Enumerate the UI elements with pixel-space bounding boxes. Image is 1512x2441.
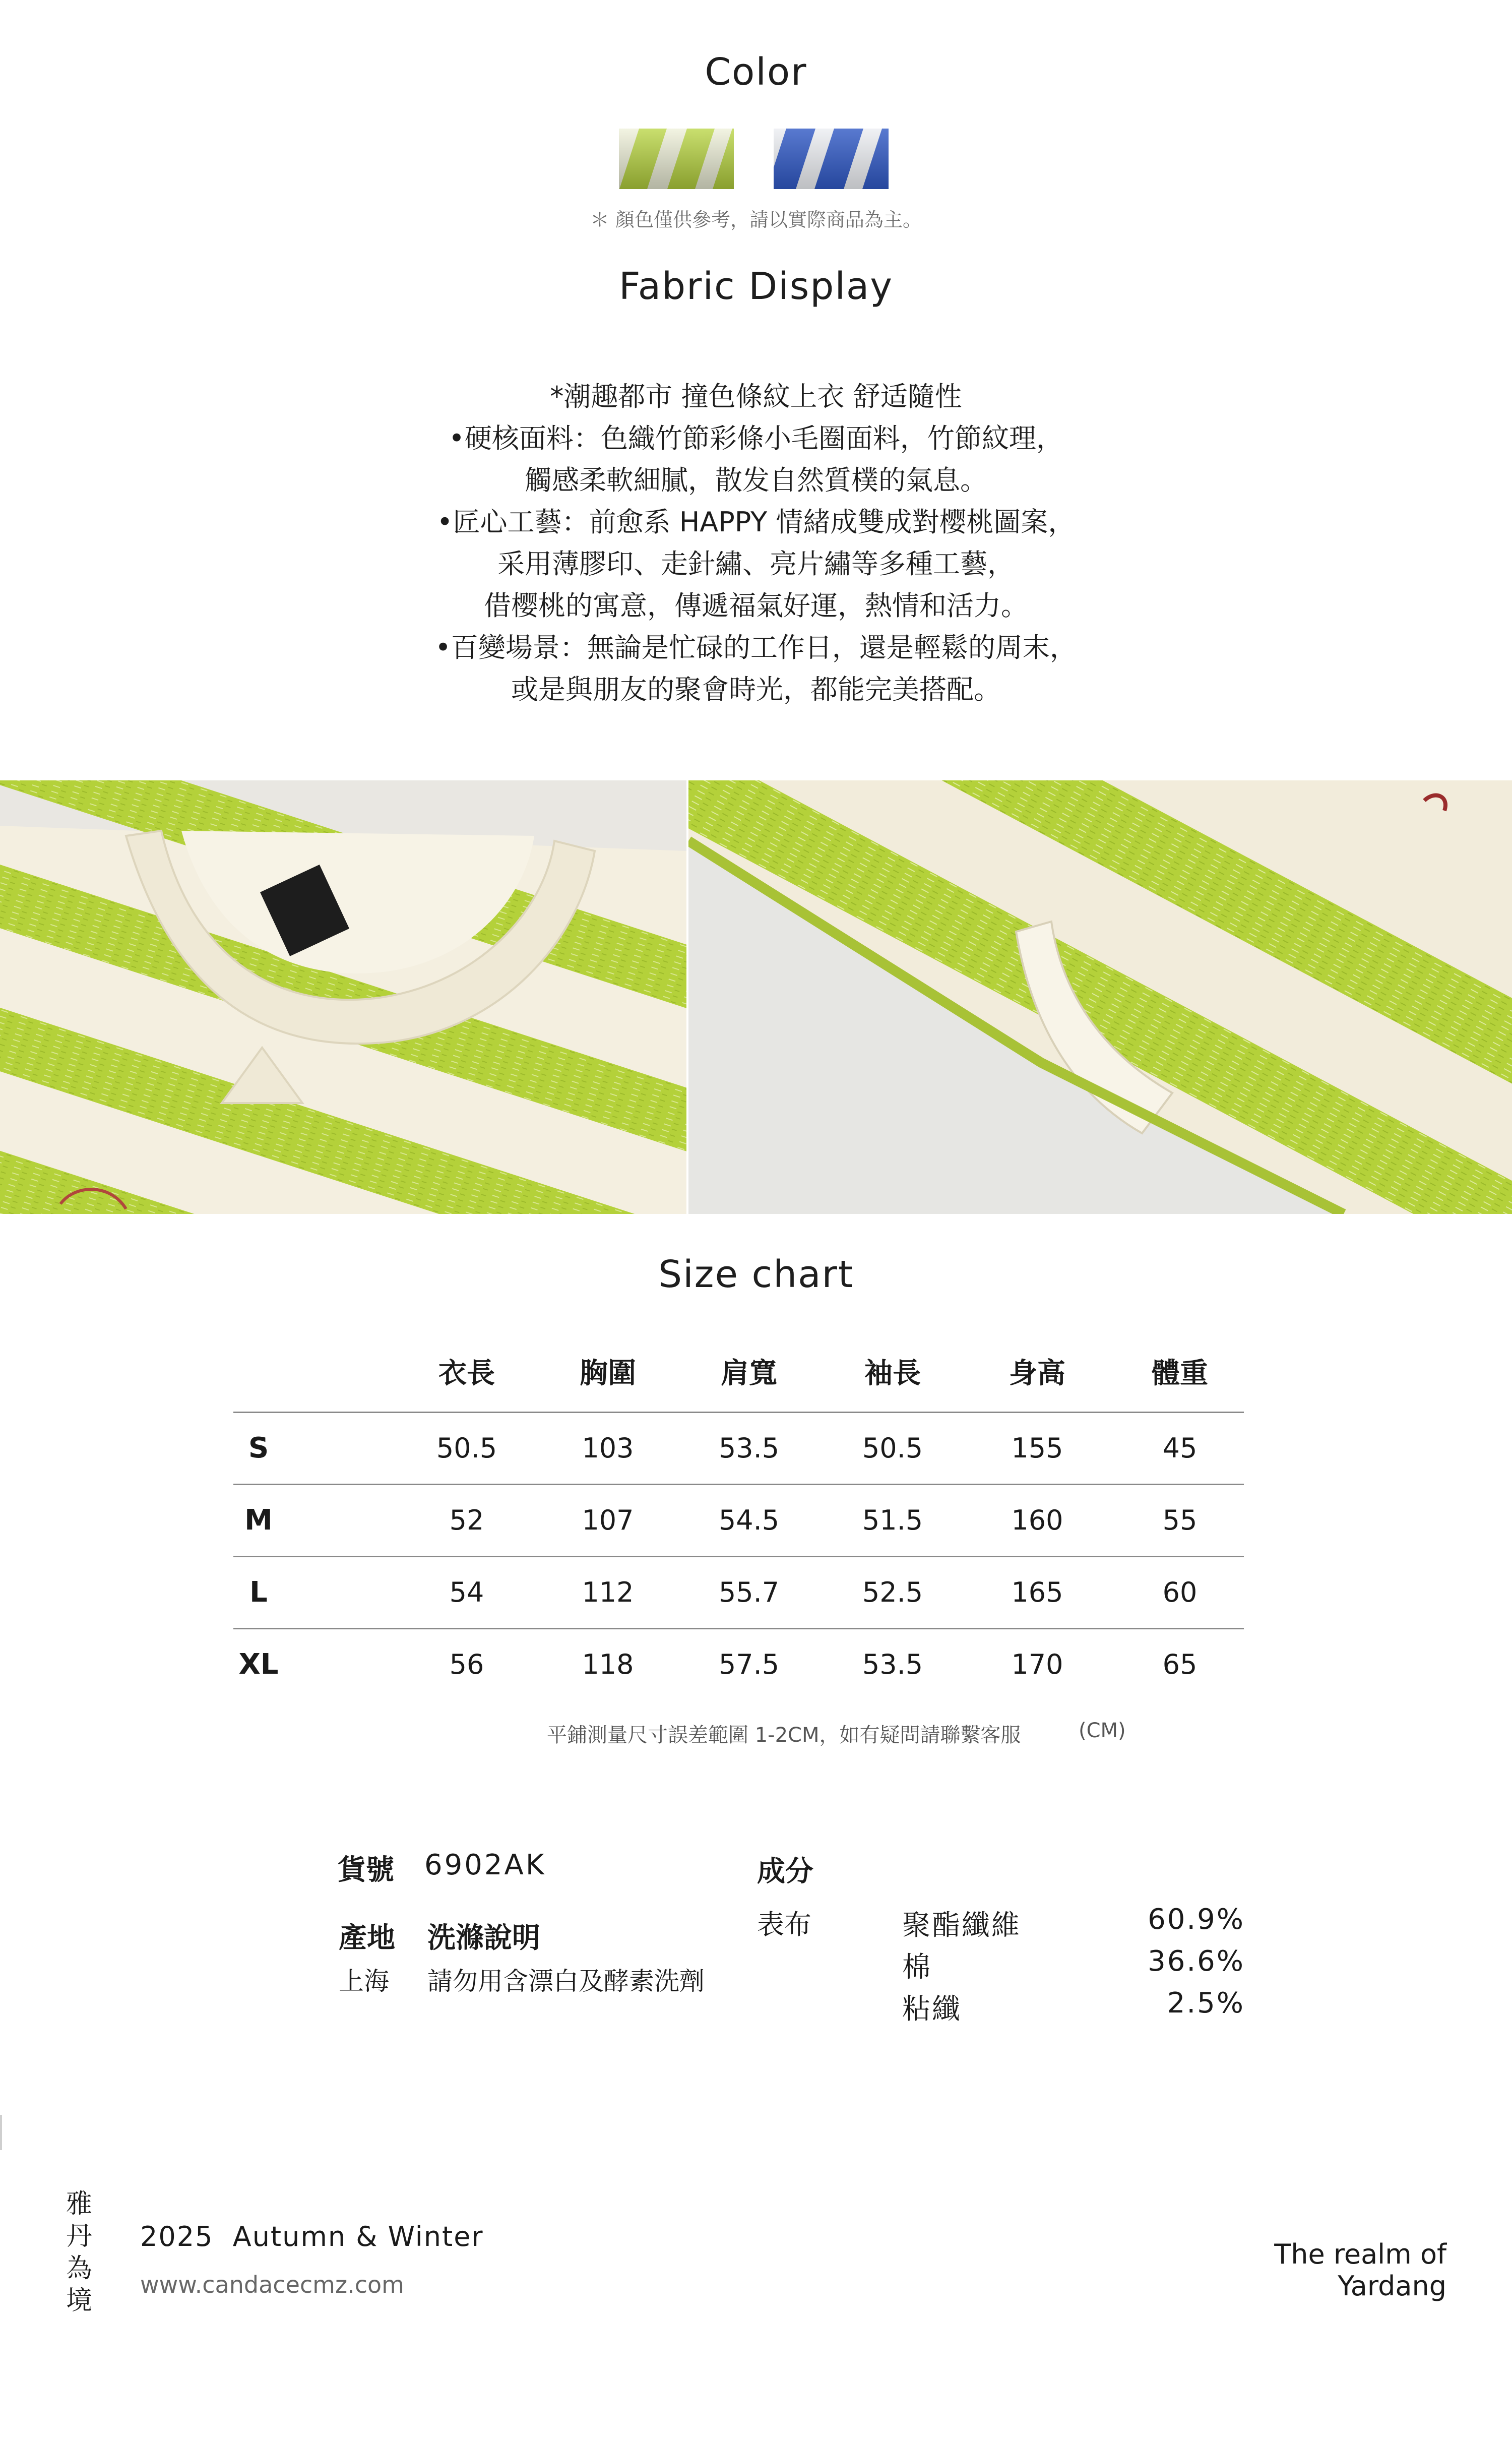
size-chart-title: Size chart [658,1253,854,1296]
table-cell: 57.5 [718,1649,780,1680]
brand-char: 為 [66,2253,92,2284]
desc-line: 借樱桃的寓意，傳遞福氣好運，熱情和活力。 [484,590,1028,622]
size-label: S [248,1432,269,1464]
table-cell: 45 [1162,1432,1198,1464]
desc-line: *潮趣都市 撞色條紋上衣 舒适隨性 [550,381,962,412]
tagline: The realm of Yardang [1274,2238,1446,2302]
material-percent: 60.9% [1148,1903,1245,1936]
origin-value: 上海 [339,1967,389,1996]
table-cell: 118 [582,1649,634,1680]
column-header: 體重 [1152,1357,1208,1390]
column-header: 肩寬 [721,1357,777,1390]
table-cell: 170 [1011,1649,1063,1680]
material-name: 棉 [902,1951,932,1984]
desc-line: •匠心工藝：前愈系 HAPPY 情緒成雙成對樱桃圖案， [436,506,1076,538]
desc-line: •硬核面料：色織竹節彩條小毛圈面料，竹節紋理， [449,422,1063,454]
color-title: Color [705,50,807,94]
column-header: 胸圍 [580,1357,636,1390]
material-name: 粘纖 [902,1993,962,2026]
table-cell: 52.5 [862,1576,923,1608]
table-cell: 103 [582,1432,634,1464]
fabric-title: Fabric Display [618,265,894,308]
table-cell: 65 [1162,1649,1198,1680]
table-cell: 53.5 [862,1649,923,1680]
size-table-header [233,1341,1244,1412]
material-name: 聚酯纖維 [902,1909,1021,1942]
table-row [233,1556,1244,1628]
desc-line: 觸感柔軟細膩，散发自然質樸的氣息。 [525,464,987,496]
table-cell: 56 [449,1649,484,1680]
table-cell: 53.5 [718,1432,780,1464]
measurement-note: 平鋪測量尺寸誤差範圍 1-2CM，如有疑問請聯繫客服 [547,1724,1021,1747]
table-row [233,1628,1244,1700]
green-stripe-swatch[interactable] [619,129,734,189]
size-label: L [249,1576,268,1609]
color-note: ＊ 顏色僅供參考，請以實際商品為主。 [590,209,922,231]
table-cell: 50.5 [436,1432,497,1464]
fabric-label: 表布 [757,1909,811,1940]
fabric-description [0,376,1512,710]
table-row [233,1412,1244,1484]
origin-label: 產地 [339,1922,395,1955]
website-link[interactable]: www.candacecmz.com [140,2271,404,2298]
table-cell: 55.7 [718,1576,780,1608]
collar-detail-photo [0,780,686,1214]
brand-vertical [61,2188,97,2317]
table-cell: 54 [449,1576,484,1608]
blue-stripe-swatch[interactable] [774,129,889,189]
brand-char: 境 [66,2286,92,2316]
wash-label: 洗滌說明 [427,1922,540,1955]
composition-label: 成分 [757,1855,813,1888]
table-cell: 50.5 [862,1432,923,1464]
table-cell: 112 [582,1576,634,1608]
material-percent: 2.5% [1167,1987,1245,2020]
table-cell: 165 [1011,1576,1063,1608]
brand-char: 丹 [66,2221,92,2251]
wash-value: 請勿用含漂白及酵素洗劑 [427,1967,705,1996]
hem-detail-photo [688,780,1512,1214]
table-cell: 55 [1162,1504,1198,1536]
sku-value: 6902AK [424,1849,546,1881]
brand-char: 雅 [66,2189,92,2219]
season-text: 2025 Autumn & Winter [140,2221,484,2252]
table-cell: 54.5 [718,1504,780,1536]
size-table [233,1341,1244,1700]
desc-line: 采用薄膠印、走針繡、亮片繡等多種工藝， [497,548,1015,580]
table-row [233,1484,1244,1556]
column-header: 衣長 [438,1357,495,1390]
table-cell: 155 [1011,1432,1063,1464]
column-header: 袖長 [864,1357,921,1390]
column-header: 身高 [1009,1357,1065,1390]
unit-label: (CM) [1079,1719,1126,1742]
desc-line: •百變場景：無論是忙碌的工作日，還是輕鬆的周末， [435,632,1077,663]
desc-line: 或是與朋友的聚會時光，都能完美搭配。 [511,674,1001,705]
material-percent: 36.6% [1148,1945,1245,1978]
sku-label: 貨號 [338,1854,394,1886]
size-label: M [244,1504,273,1537]
size-label: XL [238,1648,279,1681]
table-cell: 51.5 [862,1504,923,1536]
edge-mark [0,2115,2,2150]
table-cell: 107 [582,1504,634,1536]
table-cell: 52 [449,1504,484,1536]
table-cell: 160 [1011,1504,1063,1536]
table-cell: 60 [1162,1576,1198,1608]
